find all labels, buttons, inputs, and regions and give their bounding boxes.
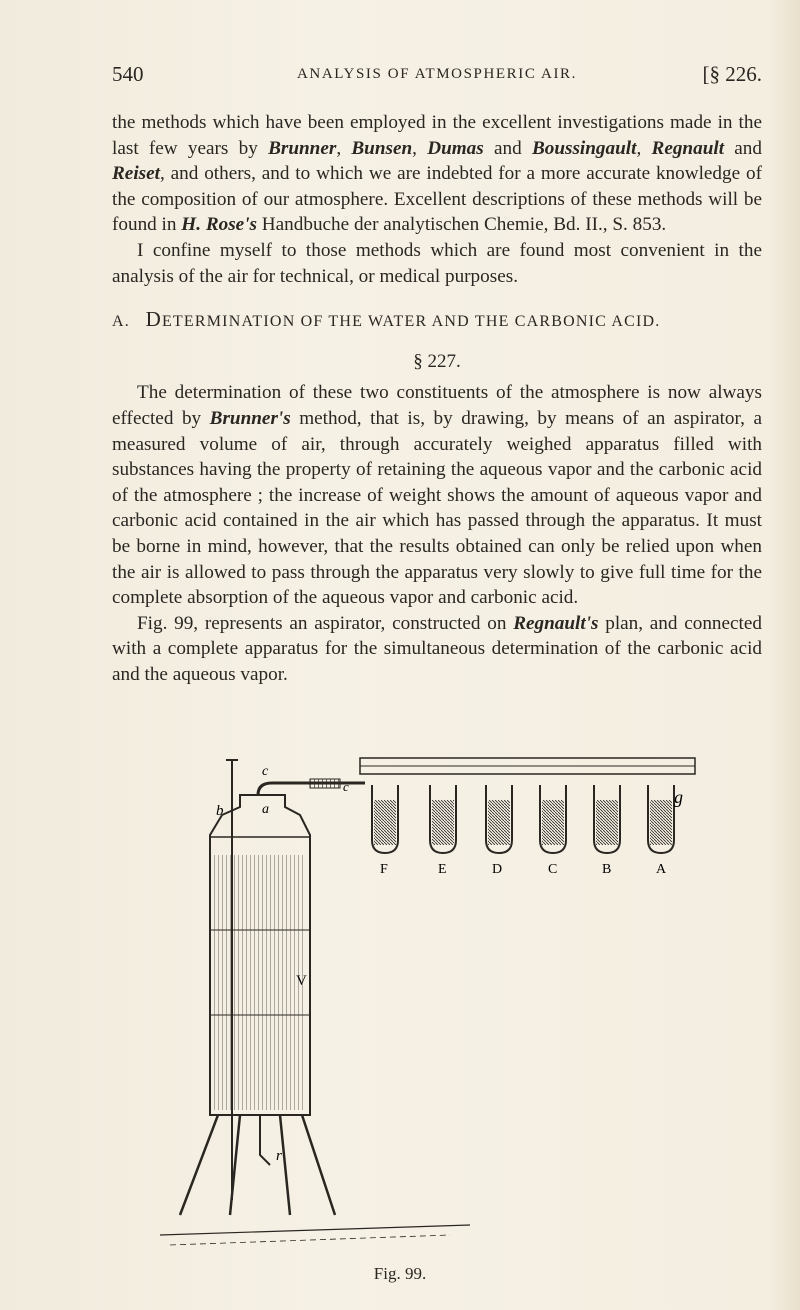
section-reference: [§ 226. xyxy=(702,62,762,86)
author-name: Boussingault xyxy=(531,137,637,159)
label-r: r xyxy=(276,1148,282,1164)
page-number: 540 xyxy=(112,62,144,86)
author-name: Brunner's xyxy=(209,407,291,429)
body-text xyxy=(112,110,762,687)
author-name: H. Rose's xyxy=(181,214,257,236)
page-header xyxy=(112,62,762,92)
u-tubes xyxy=(372,785,674,853)
figure-caption: Fig. 99. xyxy=(373,1264,427,1283)
paragraph-continued: the methods which have been employed in the excellent investigations made in the last few years by Brunner, Bunsen, Dumas and Boussingault, Regnault and Reiset, and others, and to which we are indebted for a more accurate knowledge of the composition of our atmosphere. Excellent descriptions of these methods will be found in H. Rose's Handbuche der analytischen Chemie, Bd. II., S. 853. xyxy=(112,112,762,236)
label-c2: c xyxy=(343,779,349,794)
author-name: Regnault xyxy=(651,137,725,159)
running-title: ANALYSIS OF ATMOSPHERIC AIR. xyxy=(296,66,577,82)
aspirator-illustration xyxy=(150,755,710,1255)
tube-label-c: C xyxy=(548,862,558,877)
label-v: V xyxy=(296,973,307,989)
paragraph: The determination of these two constituents of the atmosphere is now always effected by Brunner's method, that is, by drawing, by means of an aspirator, a measured volume of air, through accurately weighed apparatus filled with substances having the property of retaining the aqueous vapor and the carbonic acid of the atmosphere ; the increase of weight shows the amount of aqueous vapor and carbonic acid contained in the air which has passed through the apparatus. It must be borne in mind, however, that the results obtained can only be relied upon when the air is allowed to pass through the apparatus very slowly to give full time for the complete absorption of the aqueous vapor and carbonic acid. xyxy=(112,382,762,609)
tube-label-f: F xyxy=(380,862,388,877)
label-c: c xyxy=(262,764,269,779)
tube-label-e: E xyxy=(438,862,447,877)
author-name: Brunner xyxy=(268,137,337,159)
section-heading: A. DETERMINATION OF THE WATER AND THE CARBONIC ACID. xyxy=(112,307,661,332)
author-name: Regnault's xyxy=(513,612,599,634)
section-number: § 227. xyxy=(413,350,461,372)
author-name: Dumas xyxy=(427,137,484,159)
figure-99 xyxy=(150,755,710,1255)
author-name: Bunsen xyxy=(351,137,413,159)
tube-label-b: B xyxy=(602,862,612,877)
label-g: g xyxy=(674,787,683,807)
tube-label-d: D xyxy=(492,862,503,877)
paragraph: Fig. 99, represents an aspirator, constructed on Regnault's plan, and connected with a complete apparatus for the simultaneous determination of the carbonic acid and the aqueous vapor. xyxy=(112,612,763,685)
label-b: b xyxy=(216,803,224,819)
tube-label-a: A xyxy=(656,862,667,877)
paragraph: I confine myself to those methods which are found most convenient in the analysis of the air for technical, or medical purposes. xyxy=(112,239,762,287)
label-a: a xyxy=(262,802,269,817)
author-name: Reiset xyxy=(112,163,160,185)
